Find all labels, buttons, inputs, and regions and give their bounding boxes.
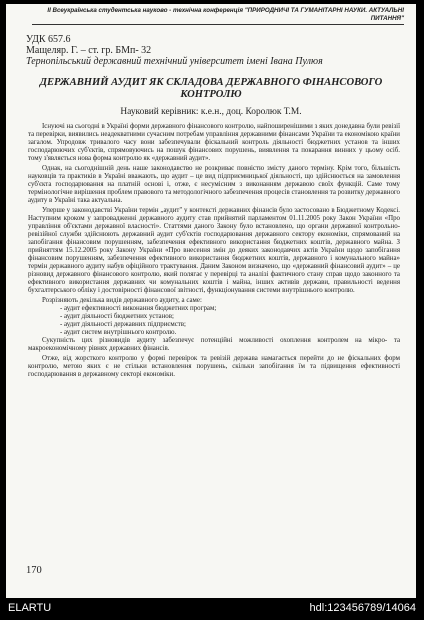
list-item: - аудит систем внутрішнього контролю. [60,329,404,337]
author-reference: Мащеляр. Г. – ст. гр. БМп- 32 [26,45,152,56]
paragraph: Однак, на сьогоднішній день наше законодавство не розкриває повністю змісту даного терміну. Крім того, більшість науковців та практиків в Україні вважають, що аудит – це вид підприємницької діяльності, що здійснюється на замовлення суб'єкта господарювання на платній основі і, отже, є несумісним з виконанням державою своїх функцій. Саме тому термінологічне вирішення проблем правового та методологічного забезпечення процесів становлення та розвитку державного аудиту в Україні така актуальна. [28,165,400,204]
scientific-supervisor: Науковий керівник: к.е.н., доц. Королюк Т.М. [120,107,302,117]
institution-name: Тернопільський державний технічний університет імені Івана Пулюя [26,56,323,67]
handle-identifier[interactable]: hdl:123456789/14064 [309,602,416,614]
list-item: - аудит ефективності виконання бюджетних програм; [60,305,404,313]
paragraph: Отже, від жорсткого контролю у формі перевірок та ревізій держава намагається перейти до не фіскальних форм контролю, метою яких є не стільки встановлення порушень, скільки запобігання їм та підвищення ефективності господарювання в державному секторі економіки. [28,355,400,378]
paragraph: Сукупність цих різновидів аудиту забезпечує потенційні можливості охоплення контролем на мікро- та макроекономічному рівнях державних фінансів. [28,337,400,352]
repository-footer [0,598,424,620]
repository-name: ELARTU [8,602,52,614]
page-number: 170 [26,565,42,576]
paragraph: Уперше у законодавстві України термін „аудит" у контексті державних фінансів було застосовано в Бюджетному Кодексі. Наступним кроком у запровадженні державного аудиту став прийнятий парламентом 01.11.2005 року Закон України «Про управління об'єктами державної власності». Статтями даного Закону було встановлено, що органи державної контрольно-ревізійної служби здійснюють державний аудит суб'єктів господарювання державного сектору економіки, спрямований на запобігання фінансовим порушенням, забезпечення ефективного використання бюджетних коштів, державного майна. З прийняттям 15.12.2005 року Закону України «Про внесення змін до деяких законодавчих актів України щодо запобігання фінансовим порушенням, забезпечення ефективного використання бюджетних коштів, державного і комунального майна» термін державного аудиту набув офіційного трактування. Даним Законом визначено, що «державний фінансовий аудит» – це різновид державного фінансового контролю, який полягає у перевірці та аналізі фактичного стану справ щодо законного та ефективного використання державних чи комунальних коштів і майна, інших активів держави, правильності ведення бухгалтерського обліку і достовірності фінансової звітності, функціонування системи внутрішнього контролю. [28,207,400,294]
document-page [6,4,416,598]
article-title: ДЕРЖАВНИЙ АУДИТ ЯК СКЛАДОВА ДЕРЖАВНОГО ФІНАНСОВОГО КОНТРОЛЮ [39,77,383,100]
paragraph: Існуючі на сьогодні в Україні форми державного фінансового контролю, найпоширенішими з яких донедавна були ревізії та перевірки, виявились неадекватними сучасним потребам управління державними фінансами України та економікою країни загалом. Упродовж тривалого часу вони забезпечували фіскальний контроль діяльності бюджетних установ та інших господарюючих суб'єктів, спрямовуючись на пошук фінансових порушень, виявлення та покарання винних у цьому осіб. тому з'являється нова форма контролю як «державний аудит». [28,123,400,162]
audit-types-list [60,305,404,337]
list-item: - аудит діяльності державних підприємств; [60,321,404,329]
list-item: - аудит діяльності бюджетних установ; [60,313,404,321]
article-body [18,123,404,379]
udk-code: УДК 657.6 [26,34,71,45]
paragraph: Розрізняють декілька видів державного аудиту, а саме: [42,297,202,304]
conference-header: II Всеукраїнська студентська науково - технічна конференція "ПРИРОДНИЧІ ТА ГУМАНІТАРНІ НАУКИ. АКТУАЛЬНІ ПИТАННЯ" [32,4,404,25]
